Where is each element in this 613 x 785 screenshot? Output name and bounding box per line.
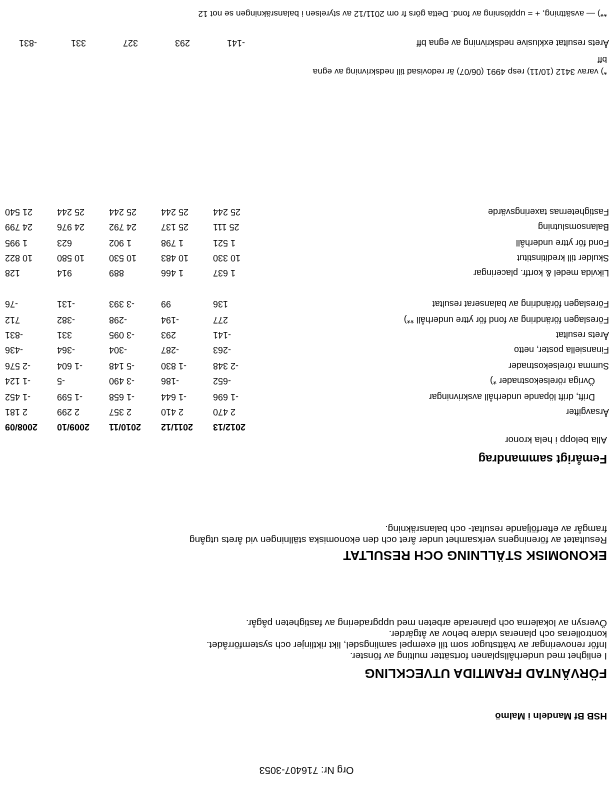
cell-value: 25 244	[57, 206, 85, 217]
cell-value: 2 470	[213, 406, 236, 417]
row-label: Finansiella poster, netto	[513, 345, 609, 356]
cell-value: -76	[5, 299, 19, 310]
paragraph-economy	[189, 523, 607, 545]
cell-value: 1 995	[5, 237, 28, 248]
company-name: HSB Bf Mandeln i Malmö	[495, 710, 607, 721]
paragraph-line: framgår av efterföljande resultat- och balansräkning.	[385, 523, 607, 534]
cell-value: 10 822	[5, 253, 33, 264]
row-label: Fastigheternas taxeringsvärde	[487, 206, 609, 217]
cell-value: -364	[57, 345, 76, 356]
cell-value: -831	[5, 329, 24, 340]
row-label: Föreslagen förändring av balanserat resultat	[432, 299, 609, 310]
paragraph-line: Inför renoveringar av tvättstugor som till exempel samlingsdel, likt riktlinjer och systemförrådet.	[206, 639, 607, 650]
table-row	[5, 235, 609, 250]
cell-value: 99	[161, 299, 172, 310]
cell-value: -298	[109, 314, 128, 325]
cell-value: 2 299	[57, 406, 80, 417]
cell-value: 24 799	[5, 222, 33, 233]
table-row	[5, 220, 609, 235]
cell-value: -652	[213, 376, 232, 387]
cell-value: 10 580	[57, 253, 85, 264]
heading-future: FÖRVÄNTAD FRAMTIDA UTVECKLING	[364, 666, 607, 681]
cell-value: -1 658	[109, 391, 135, 402]
year-header: 2011/12	[161, 422, 194, 433]
cell-value: -263	[213, 345, 232, 356]
result-excl-table	[19, 36, 609, 51]
summary-title: Femårigt sammandrag	[478, 452, 607, 466]
cell-value: -3 490	[109, 376, 135, 387]
cell-value: 136	[213, 299, 229, 310]
row-label: Likvida medel & kortfr. placeringar	[473, 268, 609, 279]
table-row	[5, 296, 609, 311]
summary-main-rows	[5, 296, 609, 419]
cell-value: 331	[57, 329, 73, 340]
year-header: 2012/13	[213, 422, 246, 433]
cell-value: 128	[5, 268, 21, 279]
cell-value: 331	[71, 38, 87, 49]
cell-value: 914	[57, 268, 73, 279]
table-row	[5, 266, 609, 281]
year-header: 2009/10	[57, 422, 90, 433]
cell-value: 327	[123, 38, 139, 49]
cell-value: 10 483	[161, 253, 189, 264]
table-row	[5, 250, 609, 265]
cell-value: -186	[161, 376, 180, 387]
cell-value: 1 466	[161, 268, 184, 279]
cell-value: 25 111	[213, 222, 240, 233]
year-header: 2010/11	[109, 422, 142, 433]
cell-value: -382	[57, 314, 76, 325]
summary-balance-rows	[5, 204, 609, 281]
org-number: Org Nr: 716407-3053	[259, 764, 354, 775]
cell-value: -1 644	[161, 391, 187, 402]
cell-value: -194	[161, 314, 180, 325]
row-label: Övriga rörelsekostnader *)	[489, 376, 595, 387]
cell-value: 1 521	[213, 237, 236, 248]
table-row	[5, 358, 609, 373]
table-row	[5, 389, 609, 404]
row-label: Summa rörelsekostnader	[508, 360, 609, 371]
table-row	[5, 312, 609, 327]
cell-value: -3 393	[109, 299, 135, 310]
cell-value: -1 599	[57, 391, 83, 402]
cell-value: 10 530	[109, 253, 137, 264]
cell-value: -5	[57, 376, 66, 387]
cell-value: 2 181	[5, 406, 28, 417]
cell-value: 2 357	[109, 406, 132, 417]
cell-value: 24 976	[57, 222, 85, 233]
cell-value: 21 540	[5, 206, 33, 217]
row-label: Årsavgifter	[565, 406, 609, 417]
footnote-fund: **) — avsättning, + = upplösning av fond. Detta görs fr om 2011/12 av styrelsen i balansräkningen se not 12	[198, 9, 607, 19]
cell-value: -141	[227, 38, 246, 49]
footnote-writedown-cont: bff	[597, 55, 607, 65]
cell-value: -304	[109, 345, 128, 356]
cell-value: -436	[5, 345, 24, 356]
cell-value: 25 244	[213, 206, 241, 217]
cell-value: -287	[161, 345, 180, 356]
cell-value: 25 137	[161, 222, 189, 233]
table-row	[5, 204, 609, 219]
cell-value: -141	[213, 329, 232, 340]
paragraph-line: I enlighet med underhållsplanen fortsätter multing av fönster.	[349, 650, 607, 661]
cell-value: -5 148	[109, 360, 135, 371]
table-row	[19, 36, 609, 51]
cell-value: -1 604	[57, 360, 83, 371]
table-row	[5, 404, 609, 419]
paragraph-line: Resultatet av föreningens verksamhet under året och den ekonomiska ställningen vid årets utgång	[189, 534, 607, 545]
row-label: Balansomslutning	[537, 222, 609, 233]
cell-value: 10 330	[213, 253, 241, 264]
row-label: Drift, drift löpande underhåll avskrivningar	[428, 391, 595, 402]
cell-value: 277	[213, 314, 229, 325]
year-header: 2008/09	[5, 422, 38, 433]
cell-value: 712	[5, 314, 21, 325]
cell-value: 24 792	[109, 222, 137, 233]
cell-value: 25 244	[161, 206, 189, 217]
cell-value: 293	[175, 38, 191, 49]
table-row	[5, 373, 609, 388]
cell-value: 2 410	[161, 406, 184, 417]
table-row	[5, 343, 609, 358]
cell-value: 293	[161, 329, 177, 340]
cell-value: 1 798	[161, 237, 184, 248]
cell-value: -1 696	[213, 391, 239, 402]
paragraph-line: kontrolleras och planeras vidare behov av åtgärder.	[388, 628, 607, 639]
table-row	[5, 327, 609, 342]
cell-value: 889	[109, 268, 125, 279]
cell-value: -2 348	[213, 360, 239, 371]
cell-value: 1 637	[213, 268, 236, 279]
cell-value: -1 124	[5, 376, 31, 387]
summary-unit: Alla belopp i hela kronor	[505, 434, 607, 445]
cell-value: -831	[19, 38, 38, 49]
footnote-writedown: *) varav 3412 (10/11) resp 4991 (06/07) är redovisad till nedskrivning av egna	[312, 67, 607, 77]
cell-value: -1 830	[161, 360, 187, 371]
heading-economy: EKONOMISK STÄLLNING OCH RESULTAT	[343, 548, 607, 563]
cell-value: 25 244	[109, 206, 137, 217]
row-label: Skulder till kreditinstitut	[516, 253, 609, 264]
cell-value: -3 095	[109, 329, 135, 340]
cell-value: -1 452	[5, 391, 31, 402]
cell-value: -131	[57, 299, 76, 310]
paragraph-future	[207, 617, 607, 661]
table-header-row	[5, 420, 609, 435]
row-label: Årets resultat exklusive nedskrivning av egna bff	[416, 38, 609, 49]
row-label: Föreslagen förändring av fond för yttre underhåll **)	[403, 314, 609, 325]
cell-value: 623	[57, 237, 73, 248]
row-label: Årets resultat	[555, 329, 609, 340]
cell-value: -2 576	[5, 360, 31, 371]
row-label: Fond för yttre underhåll	[515, 237, 609, 248]
summary-table	[5, 204, 609, 435]
cell-value: 1 902	[109, 237, 132, 248]
paragraph-line: Översyn av lokalerna och planerade arbeten med uppgradering av fastigheten pågår.	[245, 617, 607, 628]
